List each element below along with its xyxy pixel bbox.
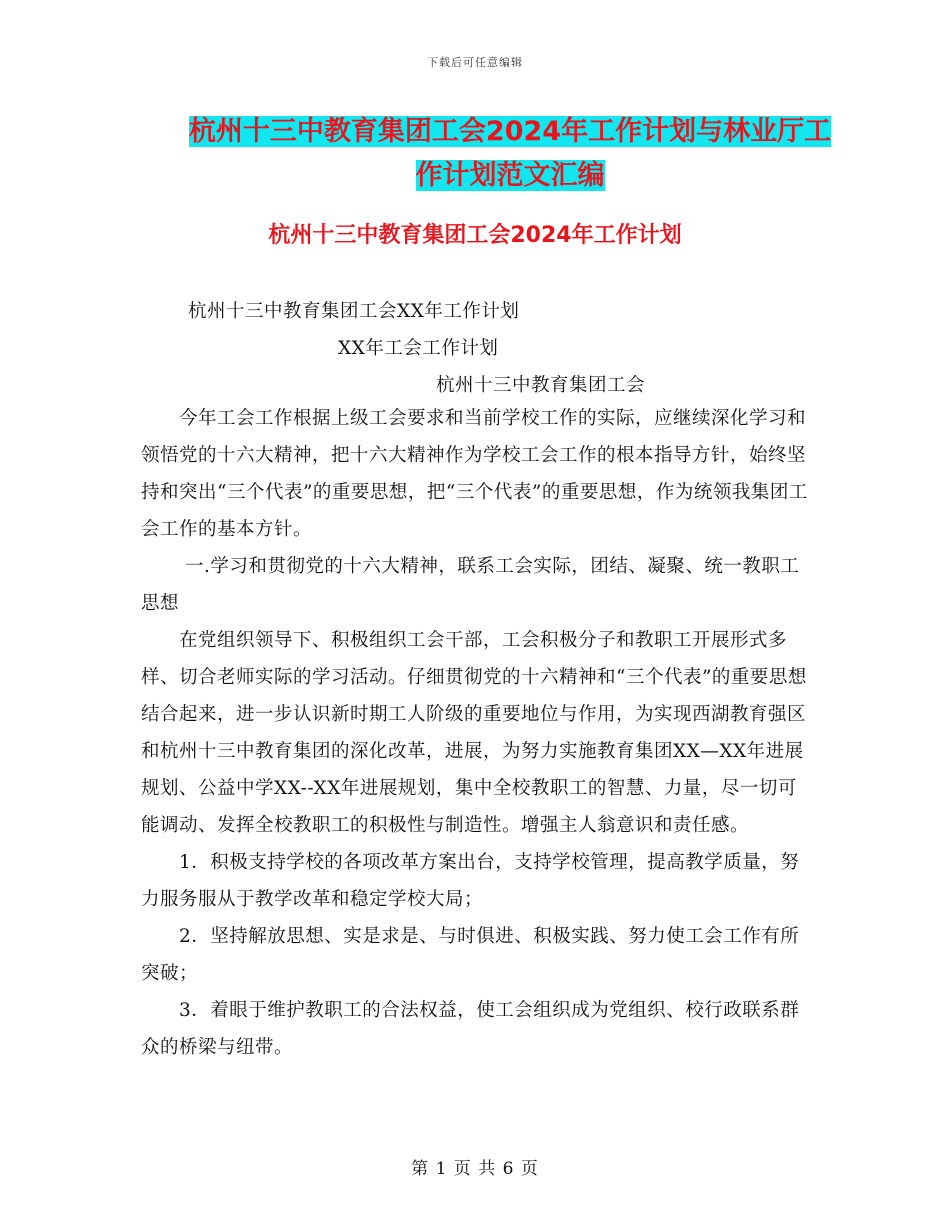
section-title: 杭州十三中教育集团工会2024年工作计划: [268, 223, 682, 248]
main-title-line-2: 作计划范文汇编: [415, 160, 605, 191]
paragraph: 3．着眼于维护教职工的合法权益，使工会组织成为党组织、校行政联系群众的桥梁与纽带。: [141, 1000, 800, 1058]
paragraph: 2．坚持解放思想、实是求是、与时俱进、积极实践、努力使工会工作有所突破；: [141, 926, 800, 984]
header-note: 下载后可任意编辑: [427, 56, 523, 69]
body-text: [141, 400, 811, 1066]
paragraph: 1．积极支持学校的各项改革方案出台，支持学校管理，提高教学质量，努力服务服从于教学改革和稳定学校大局；: [141, 852, 800, 910]
main-title: [140, 110, 880, 198]
paragraph: 今年工会工作根据上级工会要求和当前学校工作的实际，应继续深化学习和领悟党的十六大精神，把十六大精神作为学校工会工作的根本指导方针，始终坚持和突出“三个代表”的重要思想，把“三个代表”的重要思想，作为统领我集团工会工作的基本方针。: [141, 408, 808, 540]
main-title-line-1: 杭州十三中教育集团工会2024年工作计划与林业厅工: [188, 116, 832, 147]
org-name: 杭州十三中教育集团工会: [436, 375, 646, 396]
plan-label: XX年工会工作计划: [338, 338, 499, 359]
doc-subtitle: 杭州十三中教育集团工会XX年工作计划: [188, 301, 520, 322]
paragraph: 一.学习和贯彻党的十六大精神，联系工会实际，团结、凝聚、统一教职工思想: [141, 556, 800, 614]
page-footer: 第 1 页 共 6 页: [411, 1159, 539, 1179]
paragraph: 在党组织领导下、积极组织工会干部，工会积极分子和教职工开展形式多样、切合老师实际的学习活动。仔细贯彻党的十六精神和“三个代表”的重要思想结合起来，进一步认识新时期工人阶级的重要地位与作用，为实现西湖教育强区和杭州十三中教育集团的深化改革，进展，为努力实施教育集团XX—XX年进展规划、公益中学XX--XX年进展规划，集中全校教职工的智慧、力量，尽一切可能调动、发挥全校教职工的积极性与制造性。增强主人翁意识和责任感。: [141, 630, 807, 836]
